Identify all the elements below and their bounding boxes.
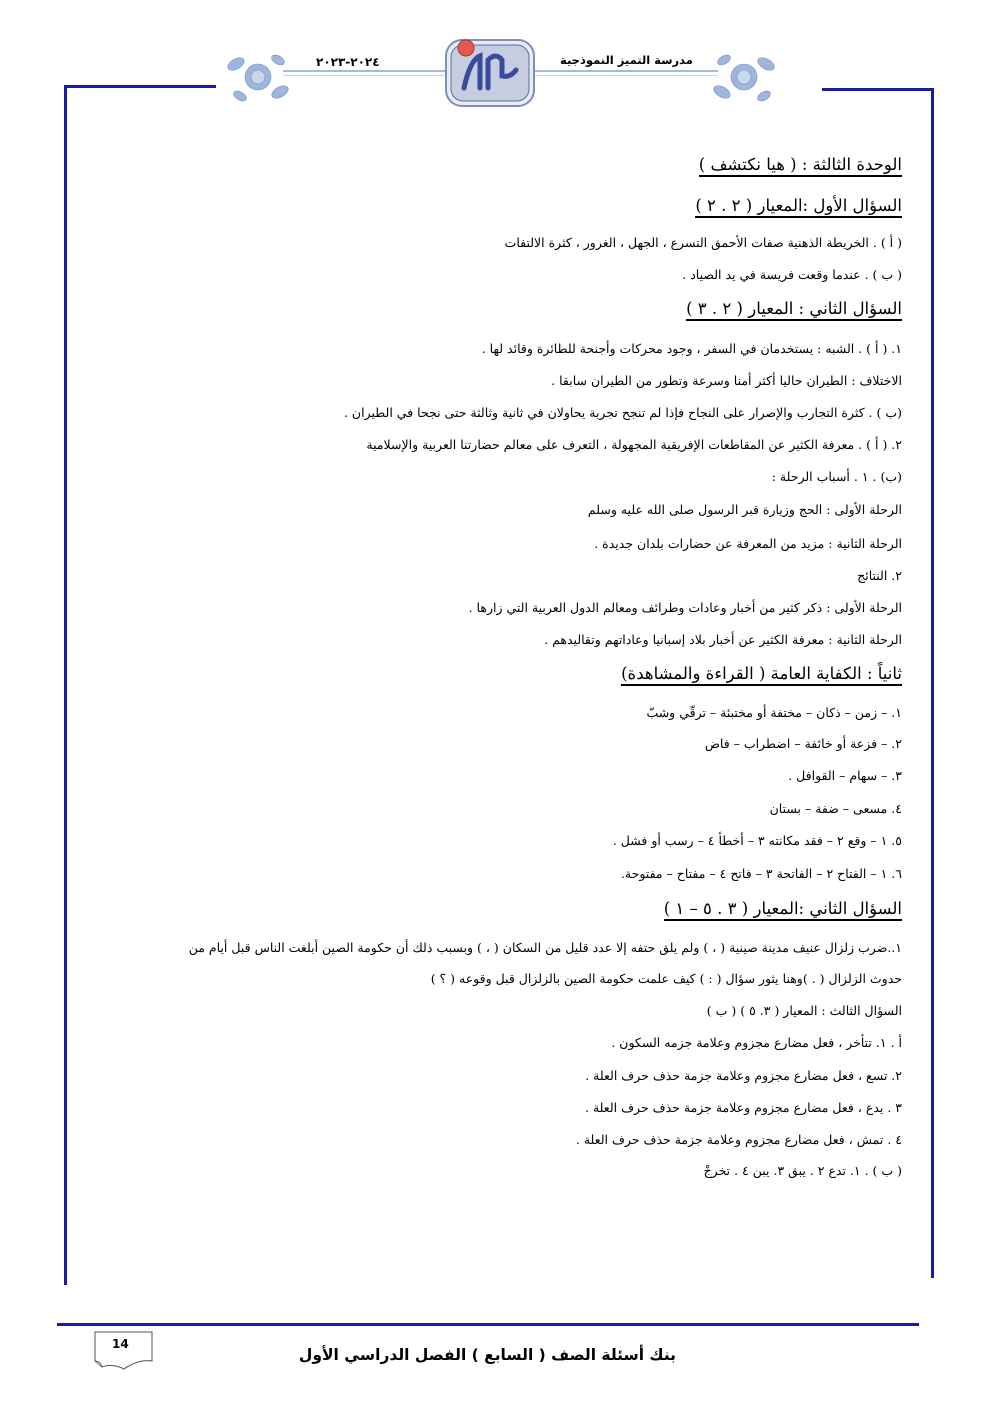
header-year: ٢٠٢٤-٢٠٢٣ <box>316 55 380 69</box>
text-line: الرحلة الأولى : ذكر كثير من أخبار وعادات وطرائف ومعالم الدول العربية التي زارها . <box>468 600 902 615</box>
text-line: ٢. – فزعة أو خائفة – اضطراب – فاض <box>704 736 902 751</box>
text-line: ٣. – سهام – القوافل . <box>788 768 902 783</box>
header-school-name: مدرسة التميز النموذجية <box>560 53 693 67</box>
text-line: ١..ضرب زلزال عنيف مدينة صينية ( ، ) ولم يلق حتفه إلا عدد قليل من السكان ( ، ) وبسبب ذلك أن حكومة الصين أبلغت الناس قبل أيام من <box>188 940 902 955</box>
frame-top-right-line <box>822 88 934 91</box>
text-line: حدوث الزلزال ( . )وهنا يثور سؤال ( : ) كيف علمت حكومة الصين بالزلزال قبل وقوعه ( ؟ ) <box>430 971 902 986</box>
text-line: ١. – زمن – ذكان – مختفة أو مختبئة – ترقّي وشبّ <box>646 705 902 720</box>
text-line: ٢. تسع ، فعل مضارع مجزوم وعلامة جزمة حذف حرف العلة . <box>585 1068 902 1083</box>
text-line: ( أ ) . الخريطة الذهنية صفات الأحمق التسرع ، الجهل ، الغرور ، كثرة الالتفات <box>504 235 902 250</box>
unit-heading: الوحدة الثالثة : ( هيا نكتشف ) <box>699 155 902 177</box>
right-flower-icon <box>706 44 780 110</box>
text-line: ٢. ( أ ) . معرفة الكثير عن المقاطعات الإفريقية المجهولة ، التعرف على معالم حضارتنا العربية والإسلامية <box>366 437 902 452</box>
text-line: الرحلة الثانية : مزيد من المعرفة عن حضارات بلدان جديدة . <box>594 536 902 551</box>
text-line: ( ب ) . عندما وقعت فريسة في يد الصياد . <box>682 267 902 282</box>
question-heading: السؤال الأول :المعيار ( ٢ . ٢ ) <box>695 196 902 218</box>
school-logo-icon <box>440 30 540 110</box>
section-heading: ثانياً : الكفاية العامة ( القراءة والمشاهدة) <box>621 664 902 686</box>
text-line: ٢. النتائج <box>857 568 902 583</box>
left-flower-icon <box>222 44 294 110</box>
page-number: 14 <box>112 1337 129 1351</box>
text-line: ٥. ١ – وقع ٢ – فقد مكانته ٣ – أخطأ ٤ – رسب أو فشل . <box>612 833 902 848</box>
text-line: (ب ) . كثرة التجارب والإصرار على النجاح فإذا لم تنجح تجربة يحاولان في ثانية وثالثة حتى نجحا في الطيران . <box>343 405 902 420</box>
text-line: ٤. مسعى – ضفة – بستان <box>769 801 902 816</box>
text-line: (ب) . ١ . أسباب الرحلة : <box>771 469 902 484</box>
frame-right-line <box>931 88 934 1278</box>
frame-top-left-line <box>64 85 216 88</box>
text-line: الرحلة الثانية : معرفة الكثير عن أخبار بلاد إسبانيا وعاداتهم وتقاليدهم . <box>544 632 902 647</box>
text-line: ٣ . يدع ، فعل مضارع مجزوم وعلامة جزمة حذف حرف العلة . <box>585 1100 902 1115</box>
text-line: الاختلاف : الطيران حاليا أكثر أمنا وسرعة وتطور من الطيران سابقا . <box>551 373 902 388</box>
text-line: ( ب ) . ١. تدع ٢ . يبق ٣. يبن ٤ . تخرجْ <box>703 1163 902 1178</box>
question-heading: السؤال الثاني : المعيار ( ٢ . ٣ ) <box>686 299 902 321</box>
frame-bottom-line <box>57 1323 919 1326</box>
text-line: أ . ١. تتأخر ، فعل مضارع مجزوم وعلامة جزمه السكون . <box>611 1035 902 1050</box>
text-line: ٤ . تمش ، فعل مضارع مجزوم وعلامة جزمة حذف حرف العلة . <box>575 1132 902 1147</box>
text-line: ١. ( أ ) . الشبه : يستخدمان في السفر ، وجود محركات وأجنحة للطائرة وقائد لها . <box>481 341 902 356</box>
frame-left-line <box>64 85 67 1285</box>
text-line: السؤال الثالث : المعيار ( ٣. ٥ ) ( ب ) <box>706 1003 902 1018</box>
footer-title: بنك أسئلة الصف ( السابع ) الفصل الدراسي الأول <box>298 1346 676 1364</box>
text-line: ٦. ١ – الفتاح ٢ – الفاتحة ٣ – فاتح ٤ – مفتاح – مفتوحة. <box>620 866 902 881</box>
question-heading: السؤال الثاني :المعيار ( ٣ . ٥ – ١ ) <box>664 899 902 921</box>
text-line: الرحلة الأولى : الحج وزيارة قبر الرسول صلى الله عليه وسلم <box>587 502 902 517</box>
